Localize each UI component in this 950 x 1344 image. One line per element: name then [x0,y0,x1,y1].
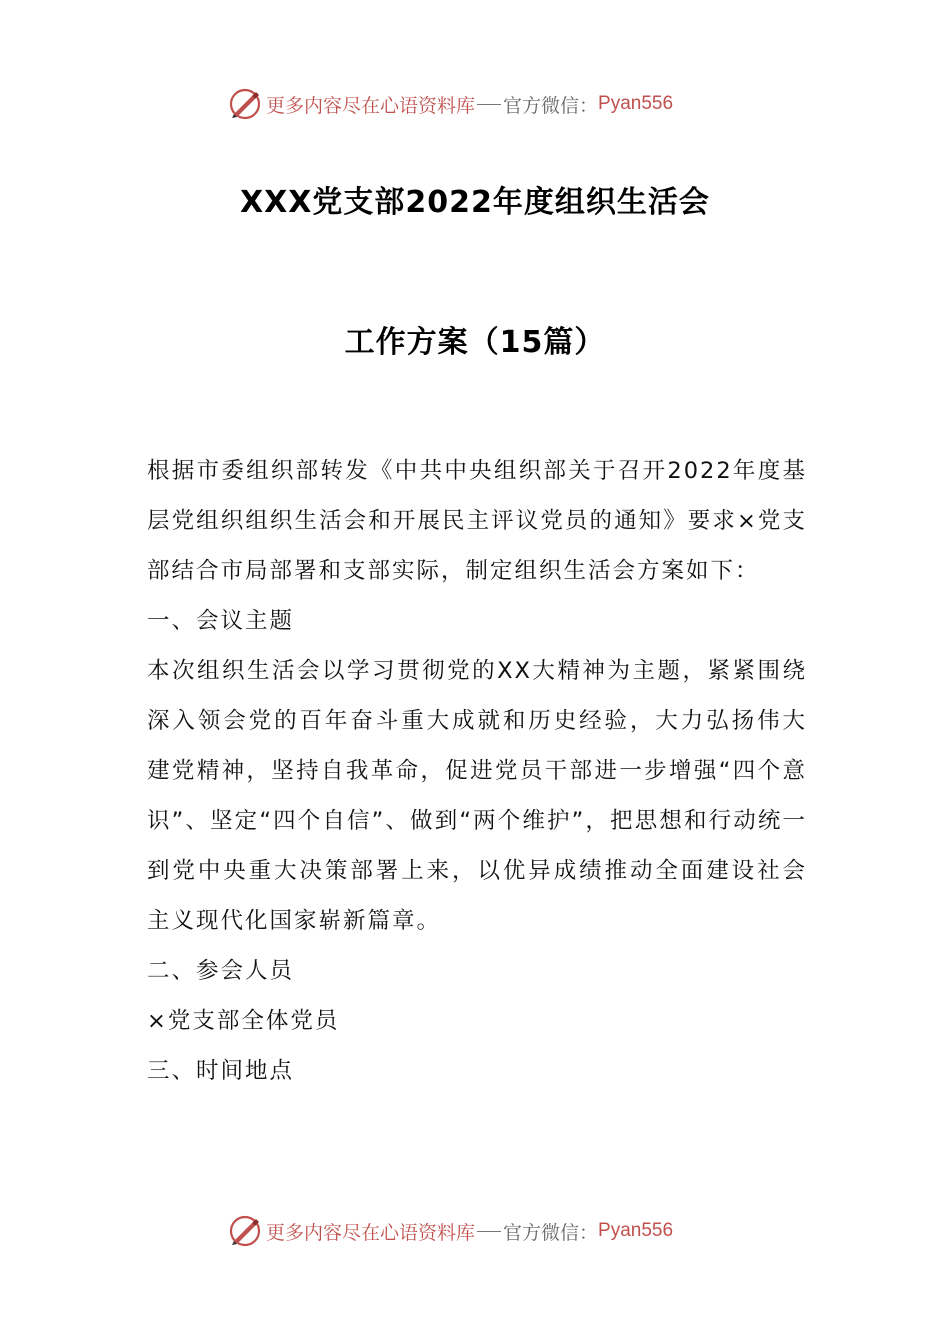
document-title-line1: XXX党支部2022年度组织生活会 [240,185,710,220]
section-heading-1: 一、会议主题 [147,608,295,634]
section-heading-3: 三、时间地点 [147,1058,295,1084]
section-heading-2: 二、参会人员 [147,958,295,984]
section-paragraph-1: 本次组织生活会以学习贯彻党的XX大精神为主题，紧紧围绕深入领会党的百年奋斗重大成就和历史经验，大力弘扬伟大建党精神，坚持自我革命，促进党员干部进一步增强“四个意识”、坚定“四个自信”、做到“两个维护”，把思想和行动统一到党中央重大决策部署上来，以优异成绩推动全面建设社会主义现代化国家崭新篇章。 [147,658,807,934]
watermark-middle-text: 官方微信： [503,94,599,117]
watermark-id-text: Pyan556 [598,1220,674,1241]
intro-paragraph: 根据市委组织部转发《中共中央组织部关于召开2022年度基层党组织组织生活会和开展民主评议党员的通知》要求×党支部结合市局部署和支部实际，制定组织生活会方案如下： [147,458,807,584]
document-body [147,446,807,1096]
watermark-header [228,86,673,122]
watermark-middle-text: 官方微信： [503,1221,599,1244]
watermark-id-text: Pyan556 [598,93,674,114]
watermark-dash [477,104,501,105]
watermark-footer [228,1213,673,1249]
watermark-brand-text: 更多内容尽在心语资料库 [266,1221,476,1244]
pen-circle-logo-icon [228,87,262,121]
watermark-brand-text: 更多内容尽在心语资料库 [266,94,476,117]
section-paragraph-2: ×党支部全体党员 [147,1008,340,1034]
document-title-line2: 工作方案（15篇） [344,325,606,360]
watermark-dash [477,1231,501,1232]
pen-circle-logo-icon [228,1214,262,1248]
